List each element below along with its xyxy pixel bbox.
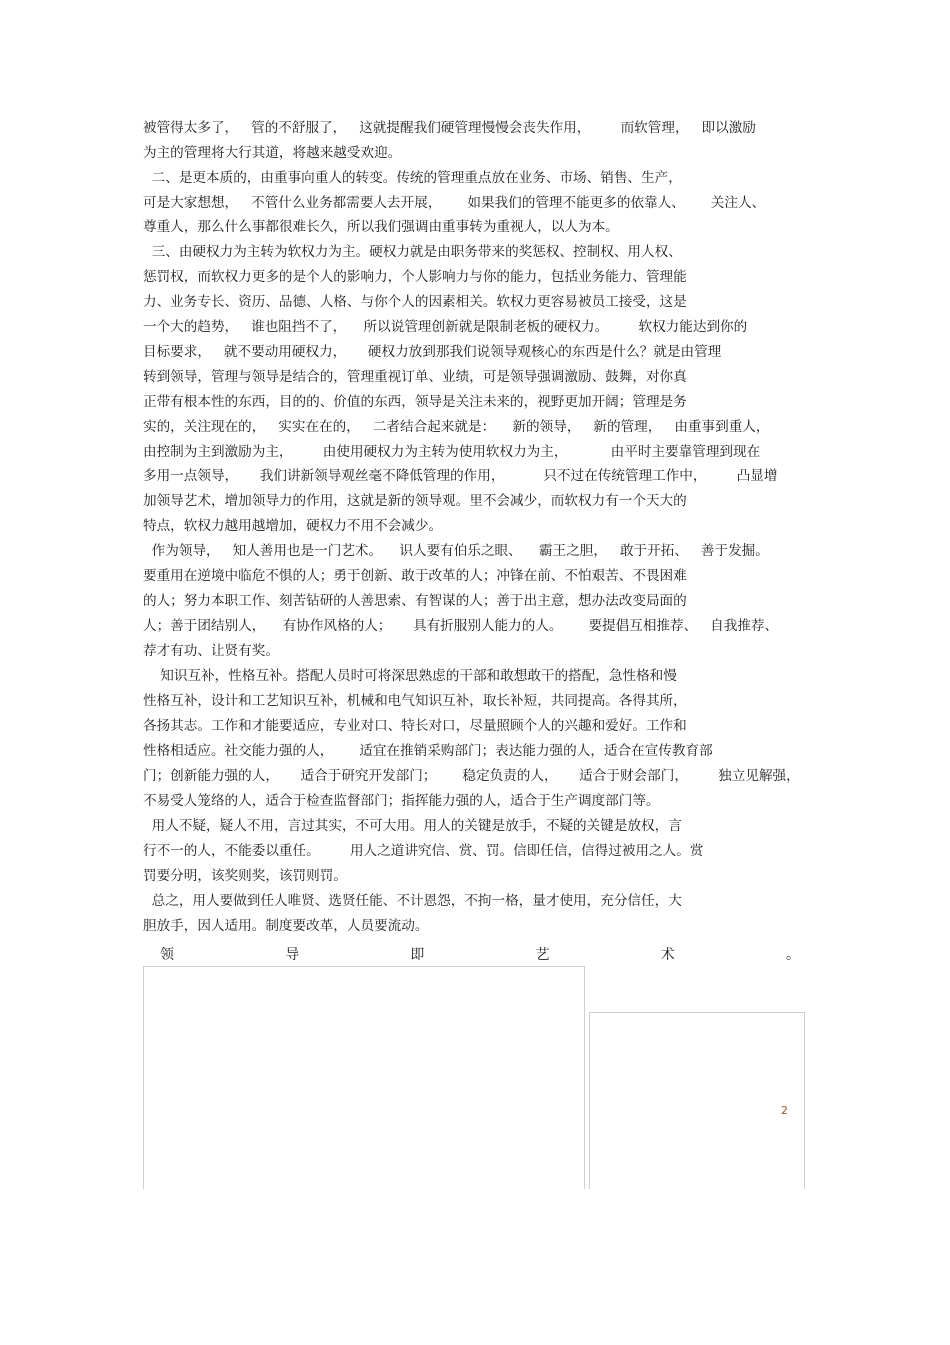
text-line: 要重用在逆境中临危不惧的人；勇于创新、敢于改革的人；冲锋在前、不怕艰苦、不畏困难: [143, 568, 687, 584]
text-line: 正带有根本性的东西，目的的、价值的东西，领导是关注未来的，视野更加开阔；管理是务: [143, 394, 687, 410]
text-line: 特点，软权力越用越增加，硬权力不用不会减少。: [143, 518, 443, 534]
text-line: 可是大家想想， 不管什么业务都需要人去开展， 如果我们的管理不能更多的依靠人、 关注人、: [143, 195, 766, 211]
text-line: 知识互补，性格互补。搭配人员时可将深思熟虑的干部和敢想敢干的搭配，急性格和慢: [143, 668, 677, 684]
text-line: 胆放手，因人适用。制度要改革，人员要流动。: [143, 918, 429, 934]
text-line: 多用一点领导， 我们讲新领导观丝毫不降低管理的作用， 只不过在传统管理工作中， 凸显增: [143, 468, 778, 484]
page-number: 2: [781, 1104, 788, 1117]
text-line: 转到领导，管理与领导是结合的，管理重视订单、业绩，可是领导强调激励、鼓舞，对你真: [143, 369, 687, 385]
text-line: 人；善于团结别人， 有协作风格的人； 具有折服别人能力的人。 要提倡互相推荐、 自我推荐、: [143, 618, 779, 634]
text-line: 为主的管理将大行其道，将越来越受欢迎。: [143, 145, 402, 161]
section-heading: [160, 944, 800, 966]
text-line: 由控制为主到激励为主， 由使用硬权力为主转为使用软权力为主， 由平时主要靠管理到现在: [143, 444, 761, 460]
text-line: 用人不疑，疑人不用，言过其实，不可大用。用人的关键是放手，不疑的关键是放权，言: [143, 818, 682, 834]
text-line: 尊重人，那么什么事都很难长久，所以我们强调由重事转为重视人，以人为本。: [143, 219, 619, 235]
text-line: 总之，用人要做到任人唯贤、选贤任能、不计恩怨，不拘一格，量才使用，充分信任，大: [143, 893, 682, 909]
text-line: 的人；努力本职工作、刻苦钻研的人善思索、有智谋的人；善于出主意，想办法改变局面的: [143, 593, 687, 609]
text-line: 门；创新能力强的人， 适合于研究开发部门； 稳定负责的人， 适合于财会部门， 独立见解强，: [143, 768, 800, 784]
text-line: 作为领导， 知人善用也是一门艺术。 识人要有伯乐之眼、 霸王之胆， 敢于开拓、 善于发掘。: [143, 543, 769, 559]
heading-char: 导: [285, 947, 300, 963]
text-line: 一个大的趋势， 谁也阻挡不了， 所以说管理创新就是限制老板的硬权力。 软权力能达到你的: [143, 319, 748, 335]
text-line: 各扬其志。工作和才能要适应，专业对口、特长对口，尽量照顾个人的兴趣和爱好。工作和: [143, 718, 687, 734]
image-frame-left: [143, 966, 585, 1189]
heading-char: 。: [785, 947, 800, 963]
text-line: 性格互补，设计和工艺知识互补，机械和电气知识互补，取长补短，共同提高。各得其所，: [143, 693, 687, 709]
heading-char: 艺: [535, 947, 550, 963]
text-line: 性格相适应。社交能力强的人， 适宜在推销采购部门；表达能力强的人，适合在宣传教育部: [143, 743, 713, 759]
image-frame-right: [589, 1012, 805, 1189]
text-line: 惩罚权，而软权力更多的是个人的影响力，个人影响力与你的能力，包括业务能力、管理能: [143, 269, 687, 285]
heading-char: 术: [660, 947, 675, 963]
text-line: 实的，关注现在的， 实实在在的， 二者结合起来就是： 新的领导， 新的管理， 由重事到重人，: [143, 419, 770, 435]
text-line: 三、由硬权力为主转为软权力为主。硬权力就是由职务带来的奖惩权、控制权、用人权、: [143, 244, 682, 260]
text-line: 罚要分明，该奖则奖，该罚则罚。: [143, 868, 347, 884]
text-line: 不易受人笼络的人，适合于检查监督部门；指挥能力强的人，适合于生产调度部门等。: [143, 793, 660, 809]
text-line: 行不一的人，不能委以重任。 用人之道讲究信、赏、罚。信即任信，信得过被用之人。赏: [143, 843, 704, 859]
text-line: 目标要求， 就不要动用硬权力， 硬权力放到那我们说领导观核心的东西是什么？就是由管理: [143, 344, 722, 360]
text-line: 力、业务专长、资历、品德、人格、与你个人的因素相关。软权力更容易被员工接受，这是: [143, 294, 687, 310]
text-line: 加领导艺术，增加领导力的作用，这就是新的领导观。里不会减少，而软权力有一个天大的: [143, 493, 687, 509]
text-line: 荐才有功、让贤有奖。: [143, 643, 279, 659]
heading-char: 领: [160, 947, 174, 963]
text-line: 被管得太多了， 管的不舒服了， 这就提醒我们硬管理慢慢会丧失作用， 而软管理， 即以激励: [143, 120, 756, 136]
heading-char: 即: [410, 947, 425, 963]
text-line: 二、是更本质的，由重事向重人的转变。传统的管理重点放在业务、市场、销售、生产，: [143, 170, 682, 186]
